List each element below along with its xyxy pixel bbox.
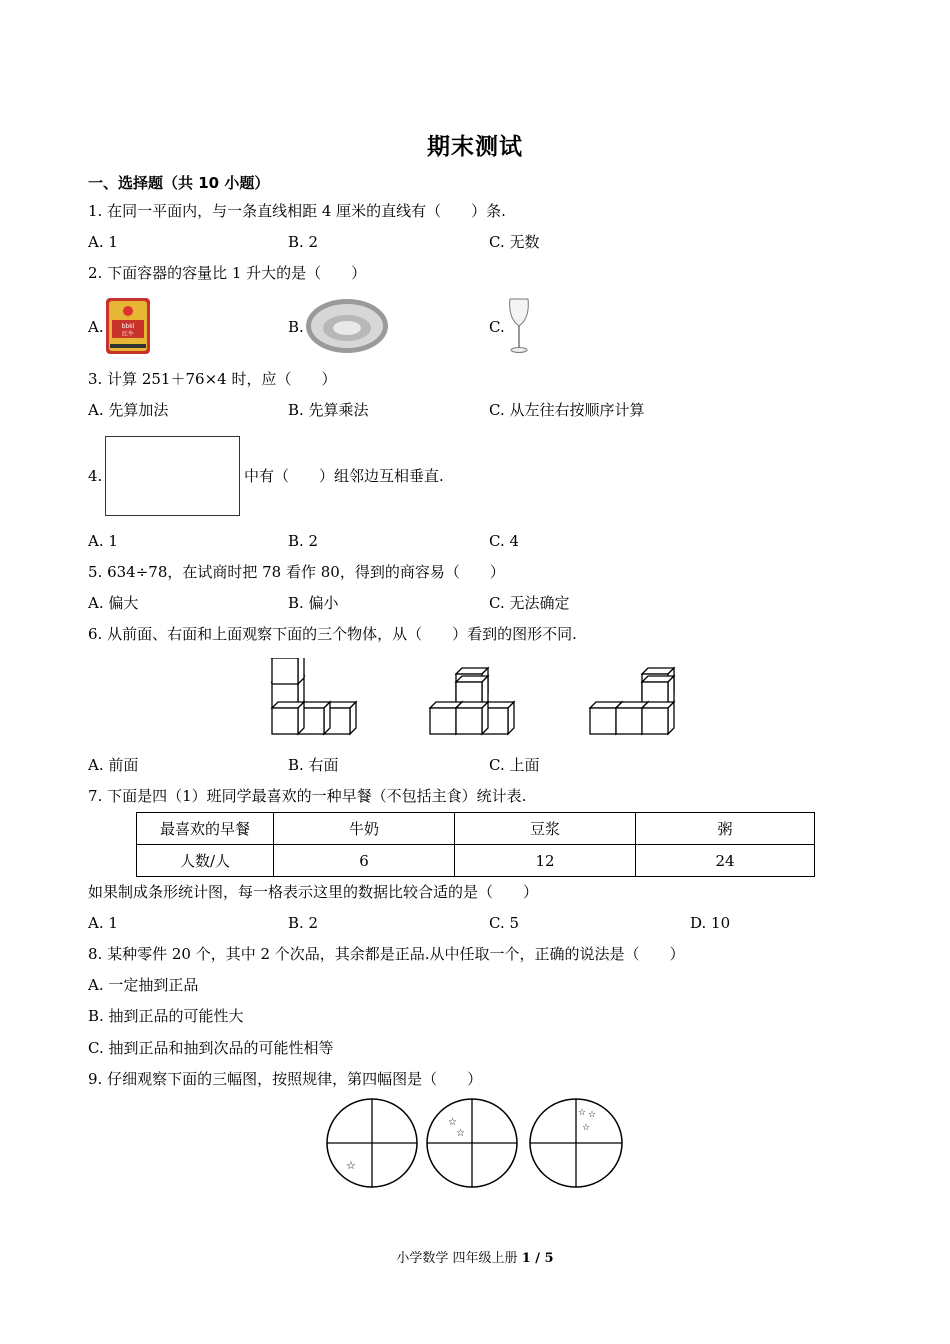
star-icon: ☆ xyxy=(588,1110,597,1120)
table-cell: 24 xyxy=(636,845,815,877)
q2-option-a: A. xyxy=(88,318,104,336)
star-icon: ☆ xyxy=(346,1159,356,1172)
star-icon: ☆ xyxy=(578,1108,587,1118)
q5-option-a: A. 偏大 xyxy=(88,594,139,612)
q7-question: 如果制成条形统计图，每一格表示这里的数据比较合适的是（ ） xyxy=(88,883,539,901)
q2-option-c: C. xyxy=(489,318,505,336)
star-icon: ☆ xyxy=(582,1123,591,1133)
q7-option-a: A. 1 xyxy=(88,914,118,932)
can-label-2: 红牛 xyxy=(121,331,135,338)
q1-option-b: B. 2 xyxy=(288,233,319,251)
circle-1 xyxy=(327,1099,417,1187)
q5-stem: 5. 634÷78，在试商时把 78 看作 80，得到的商容易（ ） xyxy=(88,563,505,581)
q7-option-c: C. 5 xyxy=(489,914,520,932)
can-label-1: bbkl xyxy=(121,323,135,330)
q1-stem: 1. 在同一平面内，与一条直线相距 4 厘米的直线有（ ）条. xyxy=(88,202,506,220)
q5-option-c: C. 无法确定 xyxy=(489,594,570,612)
table-cell: 6 xyxy=(274,845,455,877)
q7-stem: 7. 下面是四（1）班同学最喜欢的一种早餐（不包括主食）统计表. xyxy=(88,787,527,805)
q1-option-c: C. 无数 xyxy=(489,233,540,251)
q4-option-a: A. 1 xyxy=(88,532,118,550)
page-footer xyxy=(0,1247,950,1266)
q8-option-b: B. 抽到正品的可能性大 xyxy=(88,1007,244,1025)
circle-pattern-figure xyxy=(324,1097,626,1193)
q7-option-d: D. 10 xyxy=(690,914,731,932)
cube-object-2 xyxy=(430,668,514,734)
cube-object-1 xyxy=(272,658,356,734)
q4-number: 4. xyxy=(88,467,103,485)
q4-stem: 中有（ ）组邻边互相垂直. xyxy=(244,467,444,485)
table-header-cell: 牛奶 xyxy=(274,813,455,845)
table-header-cell: 粥 xyxy=(636,813,815,845)
table-header-cell: 最喜欢的早餐 xyxy=(137,813,274,845)
page-title: 期末测试 xyxy=(427,134,523,160)
page-number: 1 / 5 xyxy=(521,1251,554,1266)
cube-object-3 xyxy=(590,668,674,734)
q8-option-c: C. 抽到正品和抽到次品的可能性相等 xyxy=(88,1039,334,1057)
circle-3 xyxy=(530,1099,622,1187)
red-bull-can-image xyxy=(104,296,152,356)
table-cell: 12 xyxy=(455,845,636,877)
star-icon: ☆ xyxy=(448,1117,457,1128)
q7-option-b: B. 2 xyxy=(288,914,319,932)
wine-glass-image xyxy=(505,296,533,356)
star-icon: ☆ xyxy=(456,1128,465,1139)
cube-stacks-figure xyxy=(264,658,686,740)
q1-option-a: A. 1 xyxy=(88,233,118,251)
q2-stem: 2. 下面容器的容量比 1 升大的是（ ） xyxy=(88,264,367,282)
circle-2 xyxy=(427,1099,517,1187)
q3-option-a: A. 先算加法 xyxy=(88,401,169,419)
q6-option-b: B. 右面 xyxy=(288,756,339,774)
q8-stem: 8. 某种零件 20 个，其中 2 个次品，其余都是正品.从中任取一个，正确的说法是（ ） xyxy=(88,945,685,963)
q4-option-c: C. 4 xyxy=(489,532,520,550)
q5-option-b: B. 偏小 xyxy=(288,594,339,612)
table-cell: 人数/人 xyxy=(137,845,274,877)
table-row xyxy=(137,845,815,877)
rectangle-figure xyxy=(105,436,240,516)
breakfast-stat-table xyxy=(136,812,815,877)
footer-text: 小学数学 四年级上册 xyxy=(396,1251,518,1266)
q6-option-c: C. 上面 xyxy=(489,756,540,774)
q3-option-c: C. 从左往右按顺序计算 xyxy=(489,401,645,419)
table-header-cell: 豆浆 xyxy=(455,813,636,845)
q3-option-b: B. 先算乘法 xyxy=(288,401,369,419)
q3-stem: 3. 计算 251＋76×4 时，应（ ） xyxy=(88,370,337,388)
q9-stem: 9. 仔细观察下面的三幅图，按照规律，第四幅图是（ ） xyxy=(88,1070,483,1088)
table-header-row xyxy=(137,813,815,845)
section-heading: 一、选择题（共 10 小题） xyxy=(88,174,270,192)
q6-stem: 6. 从前面、右面和上面观察下面的三个物体，从（ ）看到的图形不同. xyxy=(88,625,577,643)
q8-option-a: A. 一定抽到正品 xyxy=(88,976,199,994)
q2-option-b: B. xyxy=(288,318,304,336)
q4-option-b: B. 2 xyxy=(288,532,319,550)
metal-basin-image xyxy=(304,296,390,356)
q6-option-a: A. 前面 xyxy=(88,756,139,774)
